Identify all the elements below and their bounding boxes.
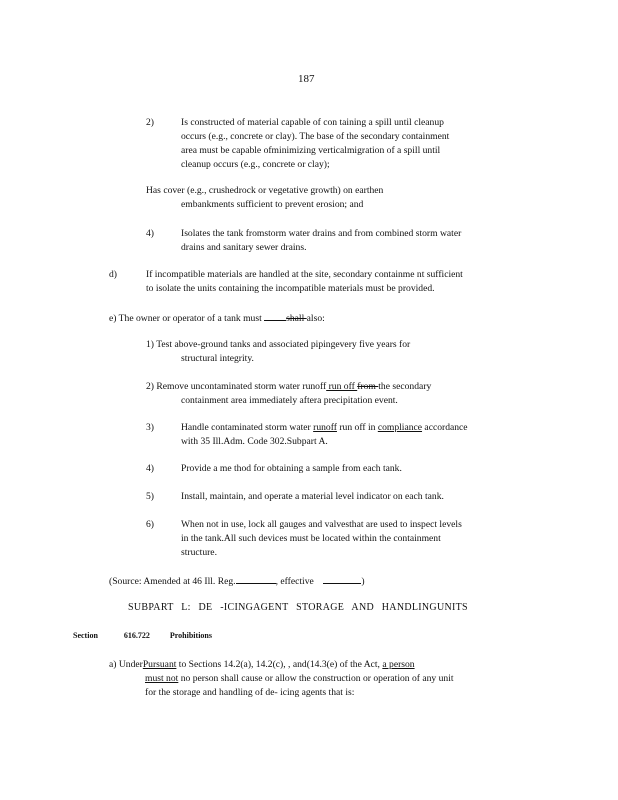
text-line: structure. xyxy=(181,547,217,558)
item-4-text xyxy=(181,227,461,255)
item-e-pre: e) The owner or operator of a tank must xyxy=(109,313,265,324)
text-line: with 35 Ill.Adm. Code 302.Subpart A. xyxy=(181,436,328,447)
e3-pre: Handle contaminated storm water xyxy=(181,422,314,433)
section-title: Prohibitions xyxy=(169,631,212,640)
section-label: Section xyxy=(73,631,98,640)
text-line xyxy=(109,658,454,672)
e2-post: the secondary xyxy=(378,381,432,392)
text-line: Isolates the tank fromstorm water drains and from combined storm water xyxy=(181,228,462,239)
item-e3-text xyxy=(181,421,468,449)
e3-post: accordance xyxy=(422,422,468,433)
source-mid: effective xyxy=(277,576,314,587)
reg-blank xyxy=(236,573,276,584)
section-heading xyxy=(73,631,212,640)
text-line: cleanup occurs (e.g., concrete or clay); xyxy=(181,159,330,170)
inserted-text: a person xyxy=(382,659,415,670)
text-line: 1) Test above-ground tanks and associated pipingevery five years for xyxy=(146,339,411,350)
section-number: 616.722 xyxy=(123,631,150,640)
text-line: drains and sanitary sewer drains. xyxy=(181,242,307,253)
text-line: area must be capable ofminimizing verticalmigration of a spill until xyxy=(181,145,441,156)
item-e-post: also: xyxy=(306,313,325,324)
e3-mid: run off in xyxy=(336,422,378,433)
item-e6-label: 6) xyxy=(146,519,154,530)
text-line: occurs (e.g., concrete or clay). The base of the secondary containment xyxy=(181,131,450,142)
e2-pre: 2) Remove uncontaminated storm water runoff xyxy=(146,381,327,392)
item-2-text xyxy=(181,116,449,172)
deleted-text: shall xyxy=(286,313,307,324)
text-line: for the storage and handling of de- icing agents that is: xyxy=(145,687,355,698)
text-line: to isolate the units containing the incompatible materials must be provided. xyxy=(146,283,435,294)
inserted-text: Pursuant xyxy=(142,659,177,670)
text-line: If incompatible materials are handled at the site, secondary containme nt sufficient xyxy=(146,269,463,280)
item-d-label: d) xyxy=(109,269,117,280)
item-4-label: 4) xyxy=(146,228,154,239)
item-3-text xyxy=(146,184,383,212)
inserted-text: run off xyxy=(326,381,358,392)
subpart-heading: SUBPART L: DE -ICINGAGENT STORAGE AND HANDLINGUNITS xyxy=(128,602,468,613)
item-a-seg1: to Sections 14.2(a), 14.2(c), , and(14.3(e) of the Act, xyxy=(176,659,383,670)
item-3-first-line: Has cover (e.g., crushedrock or vegetative growth) on earthen xyxy=(146,185,384,196)
inserted-text: must not xyxy=(145,673,179,684)
inserted-text: compliance xyxy=(377,422,423,433)
item-e5-label: 5) xyxy=(146,491,154,502)
text-line xyxy=(146,380,431,394)
item-a-pre: a) Under xyxy=(109,659,143,670)
text-line: Is constructed of material capable of con taining a spill until cleanup xyxy=(181,117,444,128)
item-e4-label: 4) xyxy=(146,463,154,474)
item-e4-text: Provide a me thod for obtaining a sample from each tank. xyxy=(181,463,402,474)
text-line xyxy=(181,421,468,435)
text-line xyxy=(109,672,454,686)
item-d-text xyxy=(146,268,463,296)
item-e6-text xyxy=(181,518,462,560)
item-a-text xyxy=(109,658,454,700)
insertion-blank xyxy=(264,310,286,321)
deleted-text: from xyxy=(357,381,379,392)
effective-blank xyxy=(323,573,361,584)
text-line: containment area immediately aftera precipitation event. xyxy=(181,395,398,406)
text-line: When not in use, lock all gauges and valvesthat are used to inspect levels xyxy=(181,519,462,530)
item-e3-label: 3) xyxy=(146,422,154,433)
text-line: structural integrity. xyxy=(181,353,254,364)
item-e5-text: Install, maintain, and operate a material level indicator on each tank. xyxy=(181,491,444,502)
item-a-l2-rest: no person shall cause or allow the construction or operation of any unit xyxy=(178,673,454,684)
source-post: ) xyxy=(361,576,365,587)
inserted-text: runoff xyxy=(313,422,337,433)
item-e1-text xyxy=(146,338,410,366)
text-line: in the tank.All such devices must be located within the containment xyxy=(181,533,441,544)
text-line xyxy=(146,184,383,198)
source-note: (Source: Amended at 46 Ill. Reg. , effective ) xyxy=(109,573,365,589)
item-2-label: 2) xyxy=(146,117,154,128)
item-e2-text xyxy=(146,380,431,408)
source-pre: (Source: Amended at 46 Ill. Reg. xyxy=(109,576,236,587)
page-number: 187 xyxy=(298,73,315,85)
text-line: embankments sufficient to prevent erosion; and xyxy=(181,199,364,210)
item-e-text xyxy=(109,310,325,326)
